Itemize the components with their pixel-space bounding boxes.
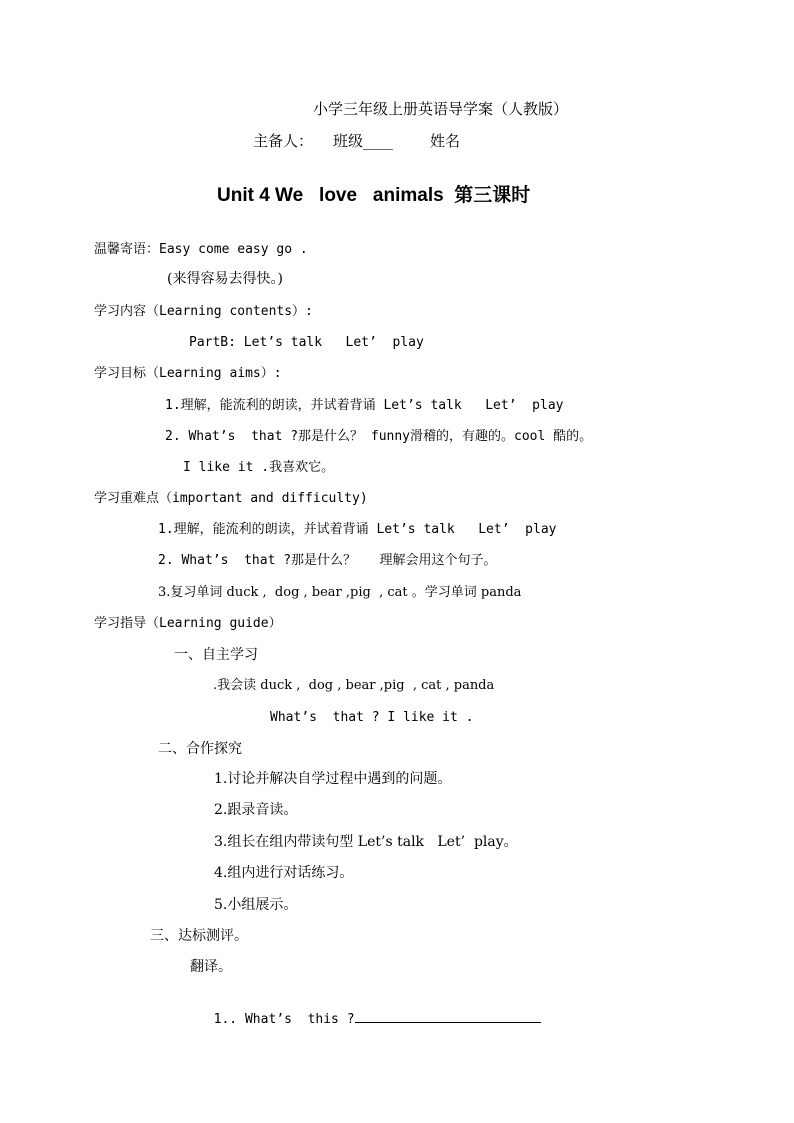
motto: 温馨寄语：Easy come easy go . bbox=[94, 242, 308, 257]
question-1-text: 1.. What’s this ? bbox=[213, 1012, 355, 1027]
section-2-item-2: 2.跟录音读。 bbox=[214, 802, 298, 818]
section-1-line-1: .我会读 duck , dog , bear ,pig , cat , panda bbox=[213, 678, 495, 693]
class-field: 班级____ bbox=[333, 132, 394, 150]
difficulty-heading: 学习重难点（important and difficulty) bbox=[94, 491, 368, 506]
section-1-title: 一、自主学习 bbox=[174, 647, 258, 663]
section-2-item-5: 5.小组展示。 bbox=[214, 897, 298, 913]
contents-item: PartB: Let’s talk Let’ play bbox=[189, 335, 424, 350]
aims-item-2: 2. What’s that ?那是什么？ funny滑稽的，有趣的。cool 酷的。 bbox=[165, 429, 593, 444]
difficulty-item-1: 1.理解，能流利的朗读，并试着背诵 Let’s talk Let’ play bbox=[158, 522, 557, 537]
aims-item-1: 1.理解，能流利的朗读，并试着背诵 Let’s talk Let’ play bbox=[165, 398, 564, 413]
section-3-title: 三、达标测评。 bbox=[150, 928, 248, 944]
section-2-item-4: 4.组内进行对话练习。 bbox=[214, 865, 354, 881]
section-2-item-1: 1.讨论并解决自学过程中遇到的问题。 bbox=[214, 771, 452, 787]
lesson-title: Unit 4 We love animals 第三课时 bbox=[217, 185, 531, 206]
aims-heading: 学习目标（Learning aims）: bbox=[94, 366, 282, 381]
section-2-title: 二、合作探究 bbox=[158, 741, 242, 757]
section-2-item-3: 3.组长在组内带读句型 Let’s talk Let’ play。 bbox=[214, 834, 518, 850]
question-1 bbox=[198, 988, 541, 1030]
section-1-line-2: What’s that ? I like it . bbox=[270, 710, 474, 725]
preparer-label: 主备人： bbox=[253, 132, 314, 150]
aims-item-3: I like it .我喜欢它。 bbox=[183, 460, 335, 475]
difficulty-item-3: 3.复习单词 duck , dog , bear ,pig , cat 。学习单词 panda bbox=[158, 585, 522, 600]
contents-heading: 学习内容（Learning contents）: bbox=[94, 304, 313, 319]
section-3-sub: 翻译。 bbox=[190, 959, 232, 975]
name-field: 姓名 bbox=[430, 132, 461, 150]
difficulty-item-2: 2. What’s that ?那是什么？ 理解会用这个句子。 bbox=[158, 553, 497, 568]
book-title: 小学三年级上册英语导学案（人教版） bbox=[313, 100, 569, 118]
answer-blank[interactable] bbox=[355, 1008, 541, 1023]
motto-translation: (来得容易去得快。) bbox=[167, 271, 283, 287]
guide-heading: 学习指导（Learning guide） bbox=[94, 616, 282, 631]
